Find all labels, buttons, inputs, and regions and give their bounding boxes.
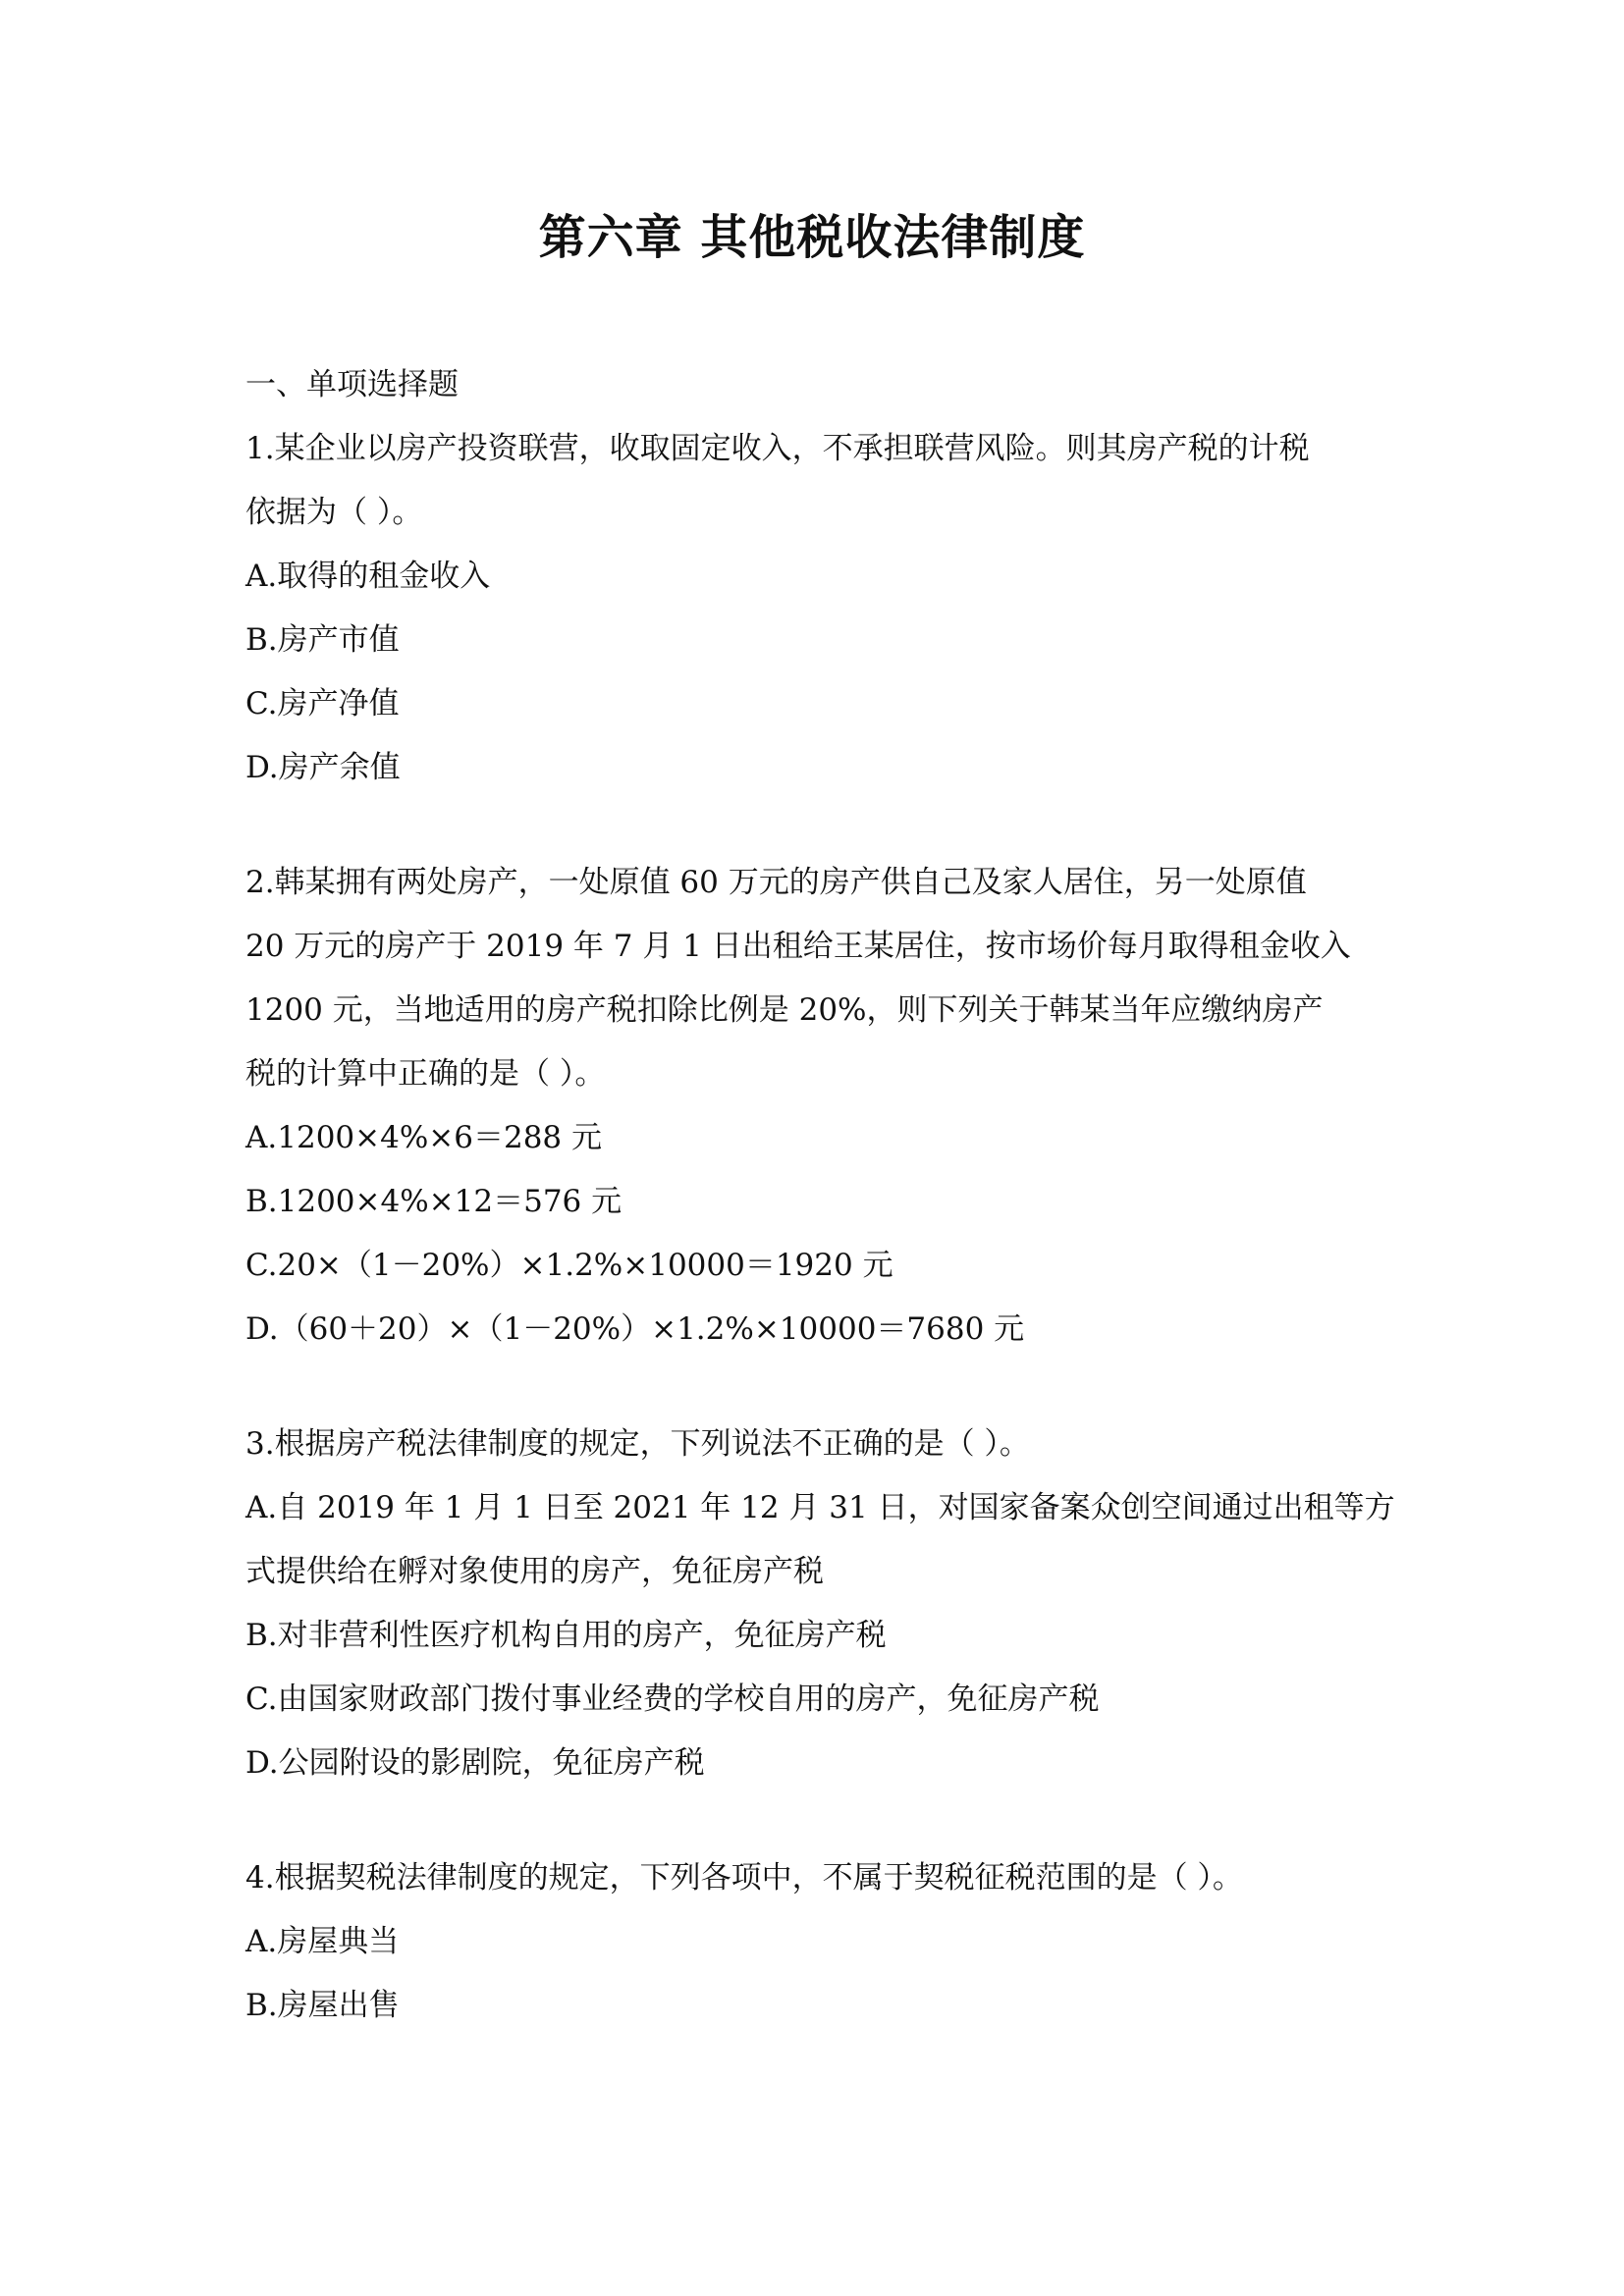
- option-b: B.对非营利性医疗机构自用的房产，免征房产税: [245, 1618, 887, 1653]
- page-title: 第六章 其他税收法律制度: [538, 210, 1086, 265]
- question-stem-line: 20 万元的房产于 2019 年 7 月 1 日出租给王某居住，按市场价每月取得租金收入: [245, 929, 1351, 964]
- option-d: D.（60＋20）×（1－20%）×1.2%×10000＝7680 元: [245, 1311, 1025, 1347]
- option-d: D.房产余值: [245, 750, 401, 785]
- option-a: A.自 2019 年 1 月 1 日至 2021 年 12 月 31 日，对国家备案众创空间通过出租等方: [245, 1490, 1395, 1525]
- option-d: D.公园附设的影剧院，免征房产税: [245, 1745, 705, 1781]
- option-b: B.1200×4%×12＝576 元: [245, 1184, 623, 1219]
- question-stem-line: 依据为（ ）。: [245, 495, 423, 530]
- question-3: [245, 1413, 1394, 1795]
- question-stem-line: 2.韩某拥有两处房产，一处原值 60 万元的房产供自己及家人居住，另一处原值: [245, 865, 1307, 900]
- section-heading: 一、单项选择题: [245, 367, 459, 402]
- option-c: C.房产净值: [245, 686, 400, 721]
- option-c: C.由国家财政部门拨付事业经费的学校自用的房产，免征房产税: [245, 1682, 1100, 1717]
- question-stem-line: 1.某企业以房产投资联营，收取固定收入，不承担联营风险。则其房产税的计税: [245, 431, 1310, 466]
- option-b: B.房屋出售: [245, 1988, 400, 2023]
- question-stem-line: 1200 元，当地适用的房产税扣除比例是 20%，则下列关于韩某当年应缴纳房产: [245, 992, 1324, 1028]
- option-a-continuation: 式提供给在孵对象使用的房产，免征房产税: [245, 1554, 824, 1589]
- option-b: B.房产市值: [245, 622, 400, 658]
- question-stem-line: 税的计算中正确的是（ ）。: [245, 1056, 606, 1092]
- option-a: A.房屋典当: [245, 1924, 400, 1959]
- document-body: [245, 353, 1394, 2038]
- question-stem-line: 4.根据契税法律制度的规定，下列各项中，不属于契税征税范围的是（ ）。: [245, 1860, 1243, 1896]
- question-2: [245, 851, 1394, 1362]
- question-4: [245, 1846, 1394, 2038]
- option-a: A.1200×4%×6＝288 元: [245, 1120, 603, 1155]
- question-1: [245, 417, 1394, 800]
- question-stem-line: 3.根据房产税法律制度的规定，下列说法不正确的是（ ）。: [245, 1426, 1030, 1462]
- option-a: A.取得的租金收入: [245, 559, 491, 594]
- option-c: C.20×（1－20%）×1.2%×10000＝1920 元: [245, 1248, 893, 1283]
